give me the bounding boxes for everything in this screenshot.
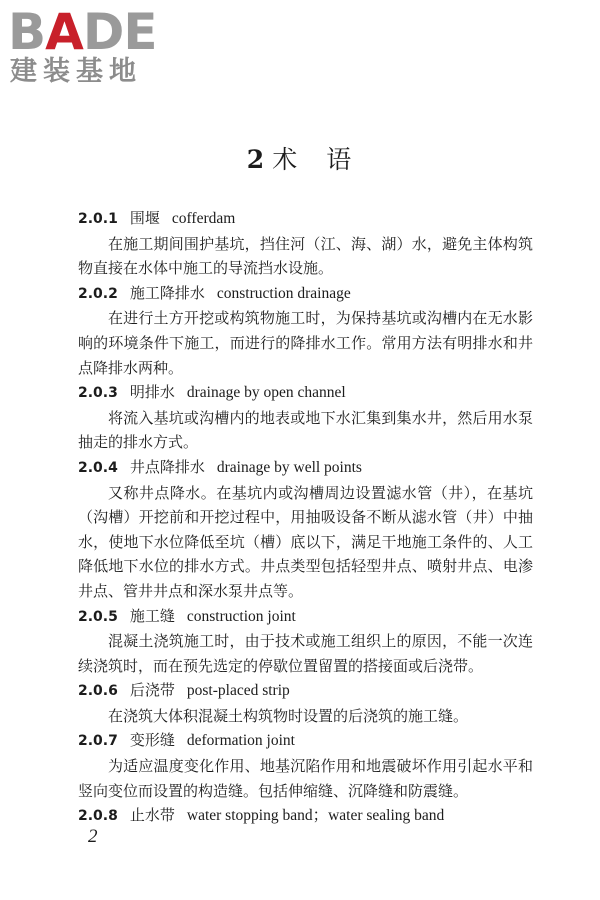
term-definition: 为适应温度变化作用、地基沉陷作用和地震破坏作用引起水平和竖向变位而设置的构造缝。包括伸缩缝、沉降缝和防震缝。 — [78, 757, 533, 800]
term-heading — [78, 206, 533, 232]
term-chinese: 后浇带 — [129, 681, 175, 700]
term-definition: 在浇筑大体积混凝土构筑物时设置的后浇筑的施工缝。 — [108, 706, 469, 725]
logo-letter-a: A — [45, 3, 83, 61]
term-chinese: 施工缝 — [129, 606, 175, 625]
chapter-heading — [0, 143, 600, 177]
term-definition: 在进行土方开挖或构筑物施工时，为保持基坑或沟槽内在无水影响的环境条件下施工，而进行的降排水工作。常用方法有明排水和井点降排水两种。 — [78, 309, 533, 377]
term-english: drainage by well points — [216, 458, 362, 476]
term-number: 2.0.7 — [78, 733, 118, 750]
term-english: construction joint — [186, 607, 296, 625]
term-english: post-placed strip — [186, 682, 290, 700]
term-chinese: 施工降排水 — [129, 283, 205, 302]
term-chinese: 围堰 — [129, 209, 160, 227]
term-chinese: 明排水 — [129, 383, 175, 402]
terms-list — [78, 206, 533, 829]
logo-subtitle: 建装基地 — [10, 56, 142, 87]
chapter-title: 术 语 — [272, 145, 354, 174]
term-chinese: 止水带 — [129, 806, 175, 825]
term-definition: 混凝土浇筑施工时，由于技术或施工组织上的原因，不能一次连续浇筑时，而在预先选定的停歇位置留置的搭接面或后浇带。 — [78, 632, 533, 675]
logo-wordmark — [8, 4, 180, 60]
page-number: 2 — [88, 826, 98, 847]
term-number: 2.0.1 — [78, 211, 118, 227]
term-number: 2.0.3 — [78, 385, 118, 402]
logo-letters-de: DE — [82, 3, 157, 61]
term-definition: 又称井点降水。在基坑内或沟槽周边设置滤水管（井），在基坑（沟槽）开挖前和开挖过程中，用抽吸设备不断从滤水管（井）中抽水，使地下水位降低至坑（槽）底以下，满足干地施工条件的、人工降低地下水位的排水方式。井点类型包括轻型井点、喷射井点、电渗井点、管井井点和深水泵井点等。 — [78, 483, 533, 600]
term-chinese: 变形缝 — [129, 731, 175, 750]
term-heading — [78, 604, 533, 630]
term-definition: 将流入基坑或沟槽内的地表或地下水汇集到集水井，然后用水泵抽走的排水方式。 — [78, 408, 533, 452]
term-chinese: 井点降排水 — [129, 457, 205, 476]
term-definition: 在施工期间围护基坑，挡住河（江、海、湖）水，避免主体构筑物直接在水体中施工的导流挡水设施。 — [78, 234, 533, 278]
term-english: deformation joint — [186, 732, 295, 750]
term-number: 2.0.2 — [78, 285, 118, 302]
term-english: construction drainage — [216, 284, 351, 302]
term-heading — [78, 281, 533, 307]
term-number: 2.0.4 — [78, 459, 118, 476]
term-heading — [78, 728, 533, 754]
term-number: 2.0.5 — [78, 608, 118, 625]
term-number: 2.0.8 — [78, 808, 118, 825]
bade-logo — [8, 4, 180, 88]
logo-letter-b: B — [8, 3, 46, 61]
chapter-number: 2 — [246, 145, 267, 174]
term-english: cofferdam — [171, 210, 236, 227]
term-english: drainage by open channel — [186, 384, 346, 402]
term-number: 2.0.6 — [78, 683, 118, 700]
term-english: water stopping band；water sealing band — [186, 807, 445, 825]
term-heading — [78, 380, 533, 406]
term-heading — [78, 803, 533, 829]
term-heading — [78, 455, 533, 481]
term-heading — [78, 678, 533, 704]
